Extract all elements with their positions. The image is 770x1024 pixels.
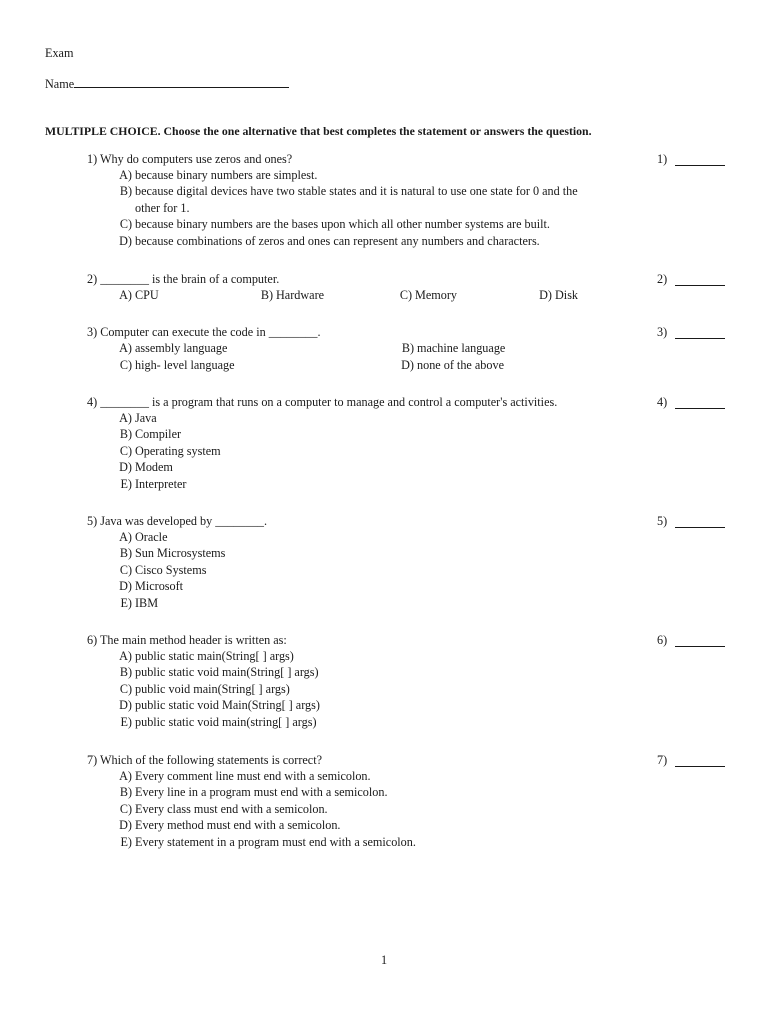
question-stem: 6) The main method header is written as: — [87, 633, 287, 647]
instructions-heading: MULTIPLE CHOICE. Choose the one alternative that best completes the statement or answers the question. — [45, 124, 592, 138]
option-d[interactable] — [115, 459, 221, 475]
option-label: B) — [401, 341, 414, 355]
name-row — [45, 76, 289, 92]
exam-label: Exam — [45, 46, 74, 60]
answer-blank[interactable] — [675, 285, 725, 286]
option-label: C) — [119, 217, 132, 232]
option-text: Every comment line must end with a semicolon. — [135, 769, 371, 783]
answer-blank[interactable] — [675, 408, 725, 409]
option-d[interactable] — [535, 287, 578, 303]
option-text: Hardware — [276, 288, 325, 302]
answer-blank[interactable] — [675, 766, 725, 767]
options-list — [115, 529, 225, 611]
answer-blank[interactable] — [675, 527, 725, 528]
option-text: public static void Main(String[ ] args) — [135, 698, 320, 713]
question-7 — [87, 752, 770, 872]
option-label: C) — [119, 801, 132, 816]
option-c[interactable] — [115, 562, 225, 578]
option-text: Modem — [135, 460, 173, 475]
option-text: Interpreter — [135, 476, 187, 491]
option-label: A) — [119, 341, 132, 355]
option-e[interactable] — [115, 476, 221, 492]
option-text: none of the above — [417, 358, 504, 372]
question-6 — [87, 632, 770, 752]
option-text-continued: other for 1. — [135, 200, 190, 215]
question-stem: 3) Computer can execute the code in ________. — [87, 325, 321, 339]
option-label: A) — [119, 649, 132, 663]
option-label: B) — [119, 546, 132, 561]
option-text: CPU — [135, 288, 159, 302]
option-text: Every class must end with a semicolon. — [135, 801, 328, 816]
option-b[interactable] — [256, 287, 324, 303]
option-text: Oracle — [135, 530, 168, 544]
option-text: Compiler — [135, 427, 182, 442]
option-a[interactable] — [115, 768, 416, 784]
option-label: B) — [119, 665, 132, 680]
answer-number: 1) — [657, 152, 668, 166]
answer-blank[interactable] — [675, 646, 725, 647]
option-label: C) — [119, 443, 132, 458]
option-label: B) — [260, 288, 273, 302]
option-text: Operating system — [135, 443, 221, 458]
option-b[interactable] — [115, 545, 225, 561]
option-e[interactable] — [115, 834, 416, 850]
question-stem: 7) Which of the following statements is correct? — [87, 753, 322, 767]
option-a[interactable] — [115, 167, 578, 183]
option-label: D) — [119, 233, 132, 248]
answer-blank[interactable] — [675, 338, 725, 339]
option-a[interactable] — [115, 529, 225, 545]
option-text: high- level language — [135, 358, 235, 372]
option-c[interactable] — [115, 357, 235, 373]
option-d[interactable] — [115, 817, 416, 833]
option-label: C) — [119, 562, 132, 577]
option-c[interactable] — [115, 681, 320, 697]
question-1 — [87, 151, 770, 271]
option-text: machine language — [417, 341, 506, 355]
option-label: B) — [119, 184, 132, 199]
option-label: D) — [401, 358, 414, 372]
option-label: D) — [119, 698, 132, 713]
option-text: Every method must end with a semicolon. — [135, 818, 341, 833]
option-text: because binary numbers are simplest. — [135, 168, 318, 182]
question-stem: 1) Why do computers use zeros and ones? — [87, 152, 293, 166]
option-c[interactable] — [395, 287, 457, 303]
option-a[interactable] — [115, 340, 227, 356]
question-stem: 5) Java was developed by ________. — [87, 514, 268, 528]
option-a[interactable] — [115, 287, 159, 303]
option-label: A) — [119, 288, 132, 302]
option-text: because digital devices have two stable states and it is natural to use one state for 0 and the — [135, 184, 578, 199]
question-stem: 2) ________ is the brain of a computer. — [87, 272, 280, 286]
option-text: public void main(String[ ] args) — [135, 681, 290, 696]
option-d[interactable] — [397, 357, 504, 373]
options-list — [115, 167, 578, 249]
question-4 — [87, 394, 770, 514]
option-text: assembly language — [135, 341, 228, 355]
option-label: D) — [119, 460, 132, 475]
option-label: A) — [119, 168, 132, 182]
option-c[interactable] — [115, 801, 416, 817]
option-label: E) — [120, 714, 132, 729]
option-label: B) — [119, 785, 132, 800]
option-label: B) — [119, 427, 132, 442]
options-list — [115, 410, 221, 492]
option-text: IBM — [135, 595, 159, 610]
option-text: Cisco Systems — [135, 562, 207, 577]
option-label: A) — [119, 769, 132, 783]
question-stem: 4) ________ is a program that runs on a computer to manage and control a computer's activities. — [87, 395, 558, 409]
name-label: Name — [45, 77, 75, 91]
option-e[interactable] — [115, 595, 225, 611]
option-a[interactable] — [115, 410, 221, 426]
option-label: C) — [399, 288, 412, 302]
answer-number: 2) — [657, 272, 668, 286]
option-label: D) — [539, 288, 552, 302]
option-b[interactable] — [115, 784, 416, 800]
options-list — [115, 648, 320, 730]
option-d[interactable] — [115, 233, 578, 249]
option-e[interactable] — [115, 714, 320, 730]
option-text: Disk — [555, 288, 579, 302]
option-text: Microsoft — [135, 579, 184, 594]
answer-number: 3) — [657, 325, 668, 339]
question-5 — [87, 513, 770, 633]
option-text: public static main(String[ ] args) — [135, 649, 294, 663]
option-label: E) — [120, 476, 132, 491]
option-label: E) — [120, 834, 132, 849]
option-c[interactable] — [115, 443, 221, 459]
option-label: D) — [119, 818, 132, 833]
option-text: public static void main(string[ ] args) — [135, 714, 317, 729]
option-d[interactable] — [115, 697, 320, 713]
option-label: E) — [120, 595, 132, 610]
answer-number: 7) — [657, 753, 668, 767]
option-text: Sun Microsystems — [135, 546, 226, 561]
option-b[interactable] — [115, 664, 320, 680]
answer-blank[interactable] — [675, 165, 725, 166]
option-b[interactable] — [115, 426, 221, 442]
option-text: because binary numbers are the bases upon which all other number systems are built. — [135, 217, 550, 232]
answer-number: 6) — [657, 633, 668, 647]
option-b[interactable] — [115, 183, 578, 216]
option-a[interactable] — [115, 648, 320, 664]
option-text: Memory — [415, 288, 457, 302]
option-label: C) — [119, 681, 132, 696]
option-c[interactable] — [115, 216, 578, 232]
options-list — [115, 768, 416, 850]
option-label: A) — [119, 530, 132, 544]
option-label: A) — [119, 411, 132, 425]
answer-number: 4) — [657, 395, 668, 409]
option-text: because combinations of zeros and ones can represent any numbers and characters. — [135, 233, 540, 248]
option-label: D) — [119, 579, 132, 594]
option-b[interactable] — [397, 340, 505, 356]
option-label: C) — [119, 358, 132, 372]
option-text: public static void main(String[ ] args) — [135, 665, 319, 680]
option-text: Every statement in a program must end with a semicolon. — [135, 834, 416, 849]
option-d[interactable] — [115, 578, 225, 594]
answer-number: 5) — [657, 514, 668, 528]
page-number: 1 — [381, 953, 388, 967]
name-blank[interactable] — [74, 76, 289, 88]
option-text: Every line in a program must end with a semicolon. — [135, 785, 388, 800]
option-text: Java — [135, 411, 157, 425]
